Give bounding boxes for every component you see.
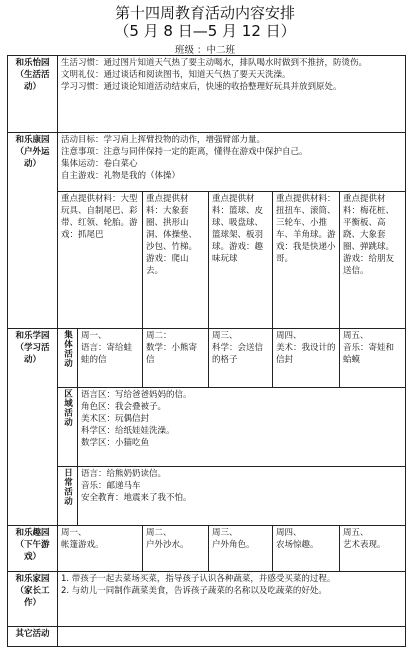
day-name: 周二、 (146, 528, 172, 539)
kangyuan-line: 集体运动：卷白菜心 (61, 159, 138, 170)
yiyuan-line: 文明礼仪：通过谈话和阅读图书，知道天气热了要天天洗澡。 (61, 70, 291, 80)
quyuan-day-4 (273, 526, 340, 572)
kangyuan-line: 活动目标：学习肩上挥臂投物的动作，增强臂部力量。 (61, 135, 266, 146)
quyuan-day-1 (58, 526, 143, 572)
schedule-table (7, 55, 406, 647)
materials-col-3: 重点提供材料：篮球、皮球、吸盘球、篮球架、板羽球。游戏：趣味玩球 (209, 192, 273, 329)
day-activity: 艺术表现。 (343, 540, 386, 551)
day-name: 周一、 (61, 528, 87, 539)
collective-day-5 (340, 329, 406, 388)
quyuan-day-2 (143, 526, 209, 572)
other-content (58, 626, 406, 646)
materials-col-2: 重点提供材料：大象套圈、拱形山洞、体操垫、沙包、竹梯。游戏：爬山去。 (143, 192, 209, 329)
collective-day-3 (209, 329, 273, 388)
day-activity: 科学：会送信的格子 (212, 343, 264, 366)
kangyuan-goals (58, 133, 406, 192)
day-name: 周二： (146, 331, 172, 342)
area-label-text: 区域活动 (62, 389, 73, 428)
day-activity: 户外沙水。 (146, 540, 189, 551)
collective-label-text: 集体活动 (62, 330, 73, 369)
day-name: 周五、 (343, 528, 369, 539)
day-name: 周三、 (212, 528, 238, 539)
area-label (58, 388, 78, 467)
class-label: 班级 ：中二班 (174, 45, 236, 56)
yiyuan-line: 生活习惯：通过图片知道天气热了要主动喝水，排队喝水时做到不推挤，防烫伤。 (61, 58, 368, 68)
row-kangyuan-materials (8, 192, 406, 329)
collective-day-2 (143, 329, 209, 388)
day-activity: 数学：小熊寄信 (146, 343, 198, 366)
day-name: 周三、 (212, 331, 238, 342)
daily-label (58, 467, 78, 526)
section-label-jiayuan: 和乐家园（家长工作） (8, 571, 58, 626)
collective-day-1 (78, 329, 143, 388)
jiayuan-content (58, 571, 406, 626)
area-item: 美术区：玩偶信封 (81, 414, 150, 425)
row-yiyuan (8, 56, 406, 133)
row-kangyuan-goals (8, 133, 406, 192)
section-label-quyuan: 和乐趣园（下午游戏） (8, 526, 58, 572)
section-label-xueyuan: 和乐学园（学习活动） (8, 329, 58, 526)
quyuan-day-5 (340, 526, 406, 572)
page-title: 第十四周教育活动内容安排 (114, 4, 295, 22)
jiayuan-line: 2. 与幼儿一同制作蔬菜美食，告诉孩子蔬菜的名称以及吃蔬菜的好处。 (61, 585, 327, 596)
materials-col-1: 重点提供材料：大型玩具、自制尾巴、彩带、红领、轮胎。游戏：抓尾巴 (58, 192, 143, 329)
yiyuan-line: 学习习惯：通过谈论知道活动结束后，快速的收拾整理好玩具并放到原处。 (61, 82, 342, 92)
day-name: 周四、 (276, 331, 302, 342)
date-range: （5 月 8 日—5 月 12 日） (114, 22, 296, 40)
area-item: 科学区：给纸娃娃洗澡。 (81, 426, 175, 437)
area-item: 语言区：写给爸爸妈妈的信。 (81, 390, 192, 401)
row-other (8, 626, 406, 646)
materials-col-5: 重点提供材料：梅花桩、平衡板、高跷、大象套圈、弹跳球。游戏：给朋友送信。 (340, 192, 406, 329)
day-activity: 语言：寄给蛙蛙的信 (81, 343, 133, 366)
materials-col-4: 重点提供材料：扭扭车、滚筒、三轮车、小推车、羊角球。游戏：我是快递小哥。 (273, 192, 340, 329)
day-name: 周四、 (276, 528, 302, 539)
day-activity: 音乐：寄娃和蛤蟆 (343, 343, 395, 366)
row-xueyuan-collective (8, 329, 406, 388)
kangyuan-line: 自主游戏：礼物是我的（体操） (61, 171, 181, 182)
day-activity: 农场惊趣。 (276, 540, 319, 551)
day-name: 周一、 (81, 331, 107, 342)
day-name: 周五、 (343, 331, 369, 342)
daily-item: 音乐：邮递马车 (81, 481, 141, 492)
daily-item: 安全教育：地震来了我不怕。 (81, 493, 192, 504)
daily-item: 语言：给熊奶奶读信。 (81, 469, 167, 480)
kangyuan-line: 注意事项：注意与同伴保持一定的距离，懂得在游戏中保护自己。 (61, 147, 308, 158)
day-activity: 美术：我设计的信封 (276, 343, 336, 366)
row-jiayuan (8, 571, 406, 626)
jiayuan-line: 1. 带孩子一起去菜场买菜，指导孩子认识各种蔬菜，并感受买菜的过程。 (61, 573, 336, 584)
day-activity: 帐篷游戏。 (61, 540, 104, 551)
section-label-kangyuan: 和乐康园（户外运动） (8, 133, 58, 329)
day-activity: 户外角色。 (212, 540, 255, 551)
area-item: 角色区：我会叠被子。 (81, 402, 167, 413)
section-label-yiyuan: 和乐怡园（生活活动） (8, 56, 58, 133)
area-content (78, 388, 406, 467)
row-xueyuan-daily (8, 467, 406, 526)
quyuan-day-3 (209, 526, 273, 572)
daily-label-text: 日常活动 (62, 468, 73, 507)
daily-content (78, 467, 406, 526)
row-xueyuan-area (8, 388, 406, 467)
yiyuan-content (58, 56, 406, 133)
collective-day-4 (273, 329, 340, 388)
row-quyuan (8, 526, 406, 572)
section-label-other: 其它活动 (8, 626, 58, 646)
collective-label (58, 329, 78, 388)
area-item: 数学区：小猫吃鱼 (81, 438, 150, 449)
